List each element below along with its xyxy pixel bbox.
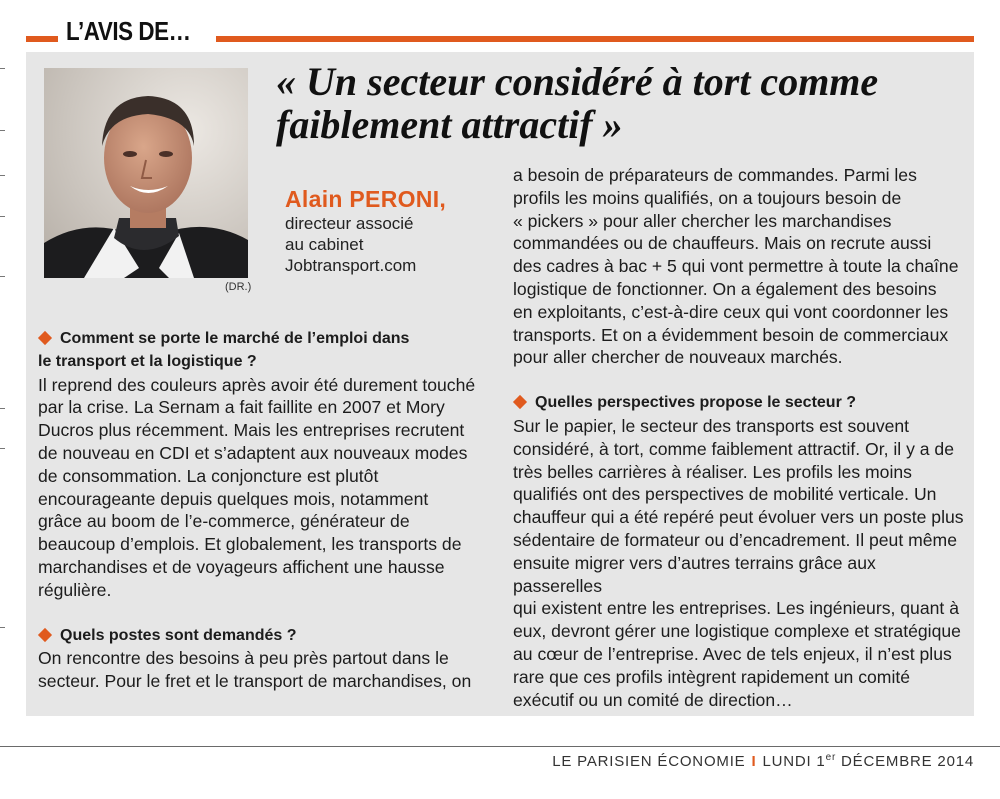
- author-role-line-1: directeur associé: [285, 214, 414, 233]
- section-title: L’AVIS DE…: [66, 16, 191, 46]
- question-2: [38, 625, 508, 648]
- question-1: [38, 328, 508, 351]
- answer-2-continued: [513, 164, 968, 369]
- article-headline: [276, 60, 966, 146]
- answer-1-line: grâce au boom de l’e-commerce, générateur de: [38, 511, 410, 532]
- answer-2-line: logistique de fonctionner. On a également des besoins: [513, 278, 937, 299]
- date-ordinal: er: [825, 752, 837, 763]
- answer-3-line: exécutif ou un comité de direction…: [513, 689, 793, 710]
- answer-1-line: Il reprend des couleurs après avoir été durement touché: [38, 374, 476, 395]
- photo-credit: (DR.): [225, 281, 252, 293]
- answer-2-line: commandées ou de chauffeurs. Mais on recrute aussi: [513, 233, 932, 254]
- question-3-text: Quelles perspectives propose le secteur ?: [535, 394, 857, 412]
- question-1-line-1: Comment se porte le marché de l’emploi dans: [60, 330, 410, 347]
- header-accent-bar-right: [216, 36, 974, 42]
- answer-2-line: secteur. Pour le fret et le transport de marchandises, on: [38, 671, 472, 692]
- answer-3: [513, 415, 968, 711]
- answer-2-line: transports. Et on a évidemment besoin de commerciaux: [513, 324, 949, 345]
- answer-2-line: en exploitants, c’est-à-dire ceux qui vont coordonner les: [513, 301, 949, 322]
- author-role-line-3: Jobtransport.com: [285, 256, 417, 275]
- answer-3-line: Sur le papier, le secteur des transports est souvent: [513, 415, 910, 436]
- diamond-bullet-icon: [38, 628, 52, 642]
- answer-2-line: pour aller chercher de nouveaux marchés.: [513, 347, 843, 368]
- answer-1-line: par la crise. La Sernam a fait faillite en 2007 et Mory: [38, 397, 445, 418]
- article-panel: [26, 52, 974, 716]
- author-name: Alain PERONI,: [285, 186, 447, 212]
- section-header: [26, 10, 974, 50]
- answer-2-line: a besoin de préparateurs de commandes. Parmi les: [513, 165, 917, 185]
- answer-1-line: régulière.: [38, 579, 112, 600]
- header-accent-bar-left: [26, 36, 58, 42]
- question-2-text: Quels postes sont demandés ?: [60, 626, 297, 644]
- footer-separator: I: [751, 753, 757, 770]
- answer-3-line: considéré, à tort, comme faiblement attractif. Or, il y a de: [513, 438, 955, 459]
- answer-3-line: très belles carrières à réaliser. Les profils les moins: [513, 461, 912, 482]
- answer-1-line: beaucoup d’emplois. Et globalement, les transports de: [38, 534, 462, 555]
- answer-1-line: Ducros plus récemment. Mais les entreprises recrutent: [38, 420, 465, 441]
- question-3: [513, 392, 968, 415]
- answer-1-line: encourageante depuis quelques mois, notamment: [38, 488, 429, 509]
- author-role-line-2: au cabinet: [285, 235, 364, 254]
- answer-1-line: de nouveau en CDI et s’adaptent aux nouveaux modes: [38, 442, 468, 463]
- author-block: [285, 186, 446, 276]
- answer-1-line: de consommation. La conjoncture est plutôt: [38, 465, 379, 486]
- answer-2-start: [38, 647, 508, 693]
- answer-3-line: qualifiés ont des perspectives de mobilité verticale. Un: [513, 484, 937, 505]
- answer-3-line: rare que ces profils intègrent rapidement un comité: [513, 666, 911, 687]
- footer-rule: [0, 746, 1000, 747]
- answer-3-line: sédentaire de formateur ou d’encadrement. Il peut même: [513, 529, 958, 550]
- answer-3-line: eux, devront gérer une logistique complexe et stratégique: [513, 621, 961, 642]
- headline-line-1: « Un secteur considéré à tort comme: [276, 59, 879, 104]
- question-1-line-2: le transport et la logistique ?: [38, 352, 257, 370]
- article-column-left: [38, 328, 508, 693]
- answer-2-line: profils les moins qualifiés, on a toujours besoin de: [513, 187, 902, 208]
- answer-3-line: chauffeur qui a été repéré peut évoluer vers un poste plus: [513, 507, 964, 528]
- answer-2-line: On rencontre des besoins à peu près partout dans le: [38, 648, 449, 669]
- article-column-right: [513, 164, 968, 711]
- date-rest: DÉCEMBRE 2014: [836, 753, 974, 770]
- date-prefix: LUNDI 1: [762, 753, 826, 770]
- author-photo: [44, 68, 248, 278]
- headline-line-2: faiblement attractif »: [276, 102, 623, 147]
- answer-1-line: marchandises et de voyageurs affichent une hausse: [38, 556, 445, 577]
- answer-2-line: des cadres à bac + 5 qui vont permettre à toute la chaîne: [513, 256, 959, 277]
- diamond-bullet-icon: [513, 395, 527, 409]
- answer-1: [38, 374, 508, 602]
- answer-3-line: au cœur de l’entreprise. Avec de tels enjeux, il n’est plus: [513, 643, 952, 664]
- page-footer: [552, 752, 974, 770]
- answer-2-line: « pickers » pour aller chercher les marchandises: [513, 210, 892, 231]
- answer-3-line: qui existent entre les entreprises. Les ingénieurs, quant à: [513, 598, 959, 619]
- left-margin-ticks: [0, 40, 6, 600]
- diamond-bullet-icon: [38, 331, 52, 345]
- answer-3-line: ensuite migrer vers d’autres terrains grâce aux passerelles: [513, 552, 876, 596]
- publication-name: LE PARISIEN ÉCONOMIE: [552, 753, 746, 770]
